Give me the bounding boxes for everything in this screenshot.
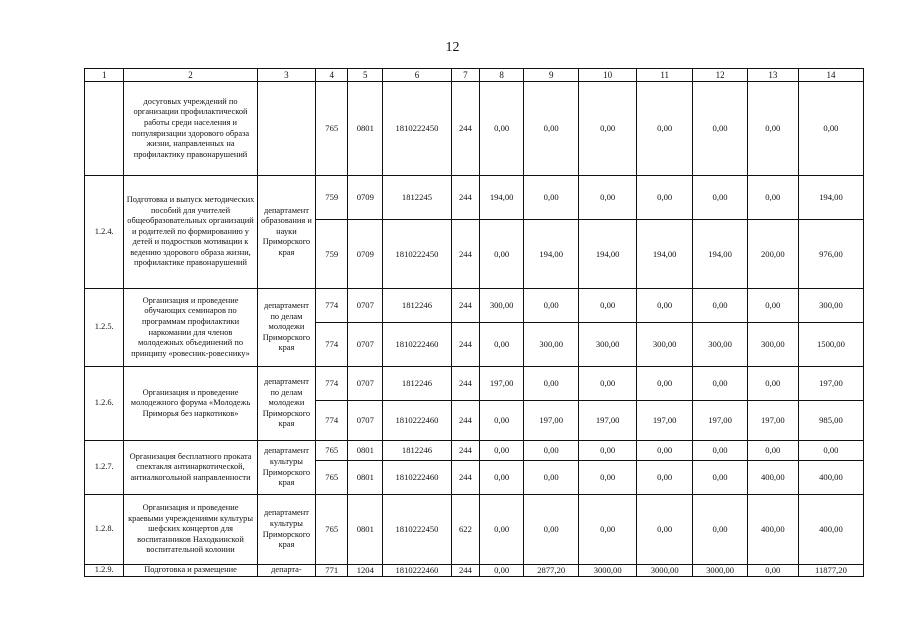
item-description: Подготовка и выпуск методических пособий для учителей общеобразовательных организаций и родителей по формированию у детей и подростков мотивации к ведению здорового образа жизни, профилактике правонарушений [124,176,257,289]
cell-col-4: 765 [316,82,348,176]
cell-col-7: 244 [451,367,480,401]
cell-col-12: 0,00 [693,289,747,323]
item-code: 1.2.9. [85,565,124,577]
item-executor: департа- [257,565,316,577]
cell-col-12: 194,00 [693,220,747,289]
cell-col-6: 1812246 [383,441,451,461]
cell-col-13: 0,00 [747,441,798,461]
cell-col-6: 1810222460 [383,401,451,441]
item-code: 1.2.8. [85,495,124,565]
cell-col-8: 0,00 [480,401,524,441]
cell-col-5: 0801 [348,461,383,495]
page-number: 12 [445,40,460,55]
cell-col-11: 0,00 [636,495,692,565]
cell-col-7: 244 [451,401,480,441]
budget-table [84,68,864,577]
cell-col-10: 0,00 [579,82,637,176]
column-number: 14 [798,69,863,82]
cell-col-7: 244 [451,82,480,176]
table-row [85,176,864,220]
table-row [85,495,864,565]
cell-col-13: 300,00 [747,323,798,367]
column-number: 3 [257,69,316,82]
column-number: 1 [85,69,124,82]
cell-col-12: 0,00 [693,82,747,176]
cell-col-4: 774 [316,367,348,401]
item-executor: департамент по делам молодежи Приморского края [257,289,316,367]
cell-col-9: 0,00 [524,82,579,176]
cell-col-5: 0707 [348,323,383,367]
cell-col-13: 197,00 [747,401,798,441]
cell-col-10: 0,00 [579,176,637,220]
item-executor: департамент культуры Приморского края [257,441,316,495]
cell-col-10: 197,00 [579,401,637,441]
cell-col-5: 0801 [348,495,383,565]
cell-col-8: 194,00 [480,176,524,220]
item-executor [257,82,316,176]
cell-col-14: 985,00 [798,401,863,441]
cell-col-14: 197,00 [798,367,863,401]
cell-col-14: 300,00 [798,289,863,323]
cell-col-11: 0,00 [636,82,692,176]
table-row [85,367,864,401]
cell-col-8: 0,00 [480,323,524,367]
cell-col-8: 0,00 [480,220,524,289]
item-code [85,82,124,176]
cell-col-4: 759 [316,220,348,289]
cell-col-9: 0,00 [524,461,579,495]
cell-col-6: 1812246 [383,367,451,401]
table-row [85,82,864,176]
column-number: 12 [693,69,747,82]
cell-col-13: 0,00 [747,289,798,323]
cell-col-5: 0801 [348,441,383,461]
cell-col-14: 400,00 [798,495,863,565]
cell-col-9: 0,00 [524,289,579,323]
cell-col-14: 11877,20 [798,565,863,577]
cell-col-7: 622 [451,495,480,565]
cell-col-11: 0,00 [636,461,692,495]
cell-col-5: 0707 [348,401,383,441]
cell-col-8: 0,00 [480,565,524,577]
cell-col-9: 0,00 [524,495,579,565]
cell-col-7: 244 [451,289,480,323]
cell-col-4: 774 [316,289,348,323]
cell-col-11: 0,00 [636,367,692,401]
cell-col-10: 0,00 [579,495,637,565]
cell-col-12: 3000,00 [693,565,747,577]
cell-col-5: 0709 [348,220,383,289]
cell-col-13: 400,00 [747,495,798,565]
cell-col-5: 1204 [348,565,383,577]
column-number: 6 [383,69,451,82]
cell-col-4: 765 [316,441,348,461]
cell-col-9: 0,00 [524,367,579,401]
cell-col-12: 197,00 [693,401,747,441]
cell-col-9: 0,00 [524,441,579,461]
cell-col-10: 0,00 [579,367,637,401]
item-description: Организация бесплатного проката спектакля антинаркотической, антиалкогольной направленности [124,441,257,495]
column-number: 8 [480,69,524,82]
item-description: Организация и проведение молодежного форума «Молодежь Приморья без наркотиков» [124,367,257,441]
cell-col-8: 0,00 [480,461,524,495]
cell-col-11: 0,00 [636,176,692,220]
cell-col-4: 774 [316,323,348,367]
cell-col-11: 194,00 [636,220,692,289]
cell-col-9: 194,00 [524,220,579,289]
cell-col-12: 0,00 [693,176,747,220]
cell-col-4: 765 [316,461,348,495]
column-number: 7 [451,69,480,82]
column-number: 2 [124,69,257,82]
cell-col-12: 0,00 [693,495,747,565]
cell-col-14: 0,00 [798,82,863,176]
cell-col-6: 1810222450 [383,495,451,565]
cell-col-7: 244 [451,441,480,461]
cell-col-5: 0709 [348,176,383,220]
cell-col-4: 774 [316,401,348,441]
item-code: 1.2.5. [85,289,124,367]
cell-col-8: 0,00 [480,441,524,461]
item-code: 1.2.4. [85,176,124,289]
cell-col-14: 1500,00 [798,323,863,367]
cell-col-10: 0,00 [579,441,637,461]
cell-col-6: 1810222460 [383,565,451,577]
cell-col-4: 759 [316,176,348,220]
table-row [85,565,864,577]
cell-col-14: 194,00 [798,176,863,220]
item-code: 1.2.6. [85,367,124,441]
cell-col-9: 197,00 [524,401,579,441]
item-code: 1.2.7. [85,441,124,495]
cell-col-10: 300,00 [579,323,637,367]
cell-col-13: 0,00 [747,367,798,401]
item-executor: департамент образования и науки Приморского края [257,176,316,289]
cell-col-13: 400,00 [747,461,798,495]
cell-col-10: 0,00 [579,461,637,495]
cell-col-7: 244 [451,461,480,495]
column-number: 11 [636,69,692,82]
cell-col-14: 976,00 [798,220,863,289]
cell-col-13: 0,00 [747,82,798,176]
cell-col-10: 3000,00 [579,565,637,577]
table-row [85,289,864,323]
cell-col-8: 300,00 [480,289,524,323]
item-description: Подготовка и размещение [124,565,257,577]
cell-col-7: 244 [451,176,480,220]
column-number: 9 [524,69,579,82]
cell-col-6: 1812245 [383,176,451,220]
cell-col-14: 400,00 [798,461,863,495]
cell-col-6: 1810222460 [383,323,451,367]
cell-col-13: 200,00 [747,220,798,289]
column-number: 5 [348,69,383,82]
column-number: 10 [579,69,637,82]
cell-col-6: 1810222450 [383,82,451,176]
item-description: Организация и проведение обучающих семинаров по программам профилактики наркомании для членов молодежных объединений по принципу «ровесник-ровеснику» [124,289,257,367]
cell-col-11: 0,00 [636,289,692,323]
cell-col-12: 0,00 [693,367,747,401]
item-executor: департамент культуры Приморского края [257,495,316,565]
cell-col-4: 765 [316,495,348,565]
item-description: Организация и проведение краевыми учреждениями культуры шефских концертов для воспитанников Находкинской воспитательной колонии [124,495,257,565]
cell-col-9: 300,00 [524,323,579,367]
cell-col-14: 0,00 [798,441,863,461]
item-executor: департамент по делам молодежи Приморского края [257,367,316,441]
cell-col-9: 0,00 [524,176,579,220]
cell-col-7: 244 [451,565,480,577]
cell-col-11: 3000,00 [636,565,692,577]
cell-col-12: 0,00 [693,461,747,495]
cell-col-8: 0,00 [480,495,524,565]
cell-col-7: 244 [451,323,480,367]
cell-col-13: 0,00 [747,176,798,220]
cell-col-6: 1812246 [383,289,451,323]
cell-col-5: 0707 [348,289,383,323]
item-description: досуговых учреждений по организации профилактической работы среди населения и популяризации здорового образа жизни, направленных на профилактику правонарушений [124,82,257,176]
cell-col-9: 2877,20 [524,565,579,577]
column-number-row [85,69,864,82]
cell-col-6: 1810222460 [383,461,451,495]
cell-col-10: 194,00 [579,220,637,289]
cell-col-12: 0,00 [693,441,747,461]
cell-col-11: 0,00 [636,441,692,461]
cell-col-13: 0,00 [747,565,798,577]
table-row [85,441,864,461]
column-number: 4 [316,69,348,82]
cell-col-8: 0,00 [480,82,524,176]
cell-col-12: 300,00 [693,323,747,367]
column-number: 13 [747,69,798,82]
cell-col-5: 0707 [348,367,383,401]
cell-col-10: 0,00 [579,289,637,323]
cell-col-6: 1810222450 [383,220,451,289]
cell-col-7: 244 [451,220,480,289]
cell-col-11: 197,00 [636,401,692,441]
cell-col-11: 300,00 [636,323,692,367]
cell-col-8: 197,00 [480,367,524,401]
cell-col-4: 771 [316,565,348,577]
cell-col-5: 0801 [348,82,383,176]
